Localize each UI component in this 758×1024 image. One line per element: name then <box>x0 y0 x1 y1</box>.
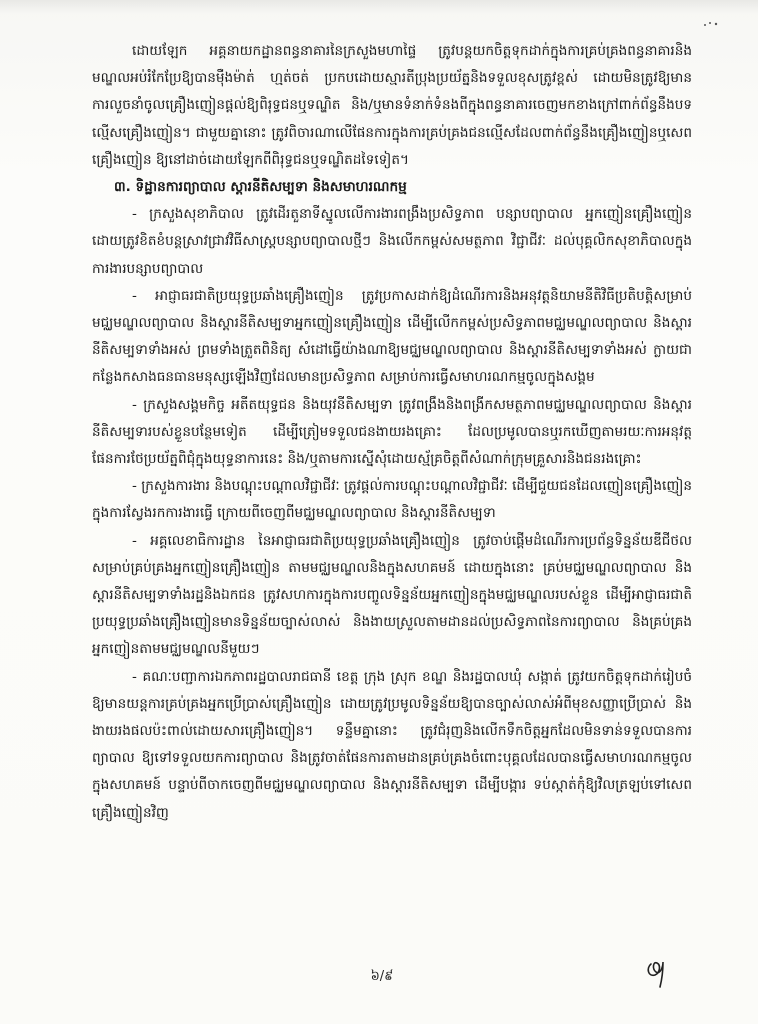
paragraph-national-authority: - អាជ្ញាធរជាតិប្រយុទ្ធប្រឆាំងគ្រឿងញៀន ត្រូវប្រកាសដាក់ឱ្យដំណើរការនិងអនុវត្តនិយាមនីតិវិធីប្រតិបត្តិសម្រាប់មជ្ឈមណ្ឌលព្យាបាល និងស្តារនីតិសម្បទាអ្នកញៀនគ្រឿងញៀន ដើម្បីលើកកម្ពស់ប្រសិទ្ធភាពមជ្ឈមណ្ឌលព្យាបាល និងស្តារនីតិសម្បទាទាំងអស់ ព្រមទាំងត្រួតពិនិត្យ សំដៅធ្វើយ៉ាងណាឱ្យមជ្ឈមណ្ឌលព្យាបាល និងស្តារនីតិសម្បទាទាំងអស់ ក្លាយជាកន្លែងកសាងធនធានមនុស្សឡើងវិញដែលមានប្រសិទ្ធភាព សម្រាប់ការធ្វើសមាហរណកម្មចូលក្នុងសង្គម <box>92 287 692 386</box>
signature-mark-icon <box>645 955 673 989</box>
paragraph-social-affairs: - ក្រសួងសង្គមកិច្ច អតីតយុទ្ធជន និងយុវនីតិសម្បទា ត្រូវពង្រឹងនិងពង្រីកសមត្ថភាពមជ្ឈមណ្ឌលព្យាបាល និងស្តារនីតិសម្បទារបស់ខ្លួនបន្ថែមទៀត ដើម្បីត្រៀមទទួលជនងាយរងគ្រោះ ដែលប្រមូលបានឬរកឃើញតាមរយៈការអនុវត្តផែនការថែប្រយ័ត្នពិជុំក្នុងយុទ្ធនាការនេះ និង/ឬតាមការស្នើសុំដោយស្ម័គ្រចិត្តពីសំណាក់ក្រុមគ្រួសារនិងជនរងគ្រោះ <box>92 396 692 468</box>
paragraph-prison-management: ដោយឡែក អគ្គនាយកដ្ឋានពន្ធនាគារនៃក្រសួងមហាផ្ទៃ ត្រូវបន្តយកចិត្តទុកដាក់ក្នុងការគ្រប់គ្រងពន្ធនាគារនិងមណ្ឌលអប់រំកែប្រែឱ្យបានម៉ឺងម៉ាត់ ហ្មត់ចត់ ប្រកបដោយស្មារតីប្រុងប្រយ័ត្ននិងទទួលខុសត្រូវខ្ពស់ ដោយមិនត្រូវឱ្យមានការលួចនាំចូលគ្រឿងញៀនផ្តល់ឱ្យពិរុទ្ធជនឬទណ្ឌិត និង/ឬមានទំនាក់ទំនងពីក្នុងពន្ធនាគារចេញមកខាងក្រៅពាក់ព័ន្ធនឹងបទល្មើសគ្រឿងញៀន។ ជាមួយគ្នានោះ ត្រូវពិចារណាលើផែនការក្នុងការគ្រប់គ្រងជនល្មើសដែលពាក់ព័ន្ធនឹងគ្រឿងញៀនឬសេពគ្រឿងញៀន ឱ្យនៅដាច់ដោយឡែកពីពិរុទ្ធជនឬទណ្ឌិតដទៃទៀត។ <box>92 43 692 168</box>
scan-mark-icon <box>703 20 719 28</box>
document-body <box>92 38 692 827</box>
page-number: ៦/៩ <box>370 969 394 984</box>
paragraph-ministry-health: - ក្រសួងសុខាភិបាល ត្រូវដើរតួនាទីស្នូលលើការងារពង្រឹងប្រសិទ្ធភាព បន្សាបព្យាបាល អ្នកញៀនគ្រឿងញៀន ដោយត្រូវខិតខំបន្តស្រាវជ្រាវវិធីសាស្ត្របន្សាបព្យាបាលថ្មីៗ និងលើកកម្ពស់សមត្ថភាព វិជ្ជាជីវៈ ដល់បុគ្គលិកសុខាភិបាលក្នុងការងារបន្សាបព្យាបាល <box>92 206 692 277</box>
section-heading-treatment: ៣. ទិដ្ឋានការព្យាបាល ស្តារនីតិសម្បទា និងសមាហរណកម្ម <box>114 179 407 196</box>
paragraph-labour: - ក្រសួងការងារ និងបណ្តុះបណ្តាលវិជ្ជាជីវៈ ត្រូវផ្តល់ការបណ្តុះបណ្តាលវិជ្ជាជីវៈ ដើម្បីជួយជនដែលញៀនគ្រឿងញៀនក្នុងការស្វែងរកការងារធ្វើ ក្រោយពីចេញពីមជ្ឈមណ្ឌលព្យាបាល និងស្តារនីតិសម្បទា <box>92 478 692 522</box>
scan-edge-shadow <box>0 0 758 14</box>
paragraph-local-administration: - គណៈបញ្ជាការឯកភាពរដ្ឋបាលរាជធានី ខេត្ត ក្រុង ស្រុក ខណ្ឌ និងរដ្ឋបាលឃុំ សង្កាត់ ត្រូវយកចិត្តទុកដាក់រៀបចំឱ្យមានយន្តការគ្រប់គ្រងអ្នកប្រើប្រាស់គ្រឿងញៀន ដោយត្រូវប្រមូលទិន្នន័យឱ្យបានច្បាស់លាស់អំពីមុខសញ្ញាប្រើប្រាស់ និងងាយរងផលប៉ះពាល់ដោយសារគ្រឿងញៀន។ ទន្ទឹមគ្នានោះ ត្រូវជំរុញនិងលើកទឹកចិត្តអ្នកដែលមិនទាន់ទទួលបានការព្យាបាល ឱ្យទៅទទួលយកការព្យាបាល និងត្រូវចាត់ផែនការតាមដានគ្រប់គ្រងចំពោះបុគ្គលដែលបានធ្វើសមាហរណកម្មចូលក្នុងសហគមន៍ បន្ទាប់ពីចាកចេញពីមជ្ឈមណ្ឌលព្យាបាល និងស្តារនីតិសម្បទា ដើម្បីបង្ការ ទប់ស្កាត់កុំឱ្យវិលត្រឡប់ទៅសេពគ្រឿងញៀនវិញ <box>92 668 692 821</box>
paragraph-secretariat: - អគ្គលេខាធិការដ្ឋាន នៃអាជ្ញាធរជាតិប្រយុទ្ធប្រឆាំងគ្រឿងញៀន ត្រូវចាប់ផ្តើមដំណើរការប្រព័ន្ធទិន្នន័យឌីជីថលសម្រាប់គ្រប់គ្រងអ្នកញៀនគ្រឿងញៀន តាមមជ្ឈមណ្ឌលនិងក្នុងសហគមន៍ ដោយក្នុងនោះ គ្រប់មជ្ឈមណ្ឌលព្យាបាល និងស្តារនីតិសម្បទាទាំងរដ្ឋនិងឯកជន ត្រូវសហការក្នុងការបញ្ចូលទិន្នន័យអ្នកញៀនក្នុងមជ្ឈមណ្ឌលរបស់ខ្លួន ដើម្បីអាជ្ញាធរជាតិប្រយុទ្ធប្រឆាំងគ្រឿងញៀនមានទិន្នន័យច្បាស់លាស់ និងងាយស្រួលតាមដានដល់ប្រសិទ្ធភាពនៃការព្យាបាល និងគ្រប់គ្រងអ្នកញៀនតាមមជ្ឈមណ្ឌលនីមួយៗ <box>92 532 692 658</box>
